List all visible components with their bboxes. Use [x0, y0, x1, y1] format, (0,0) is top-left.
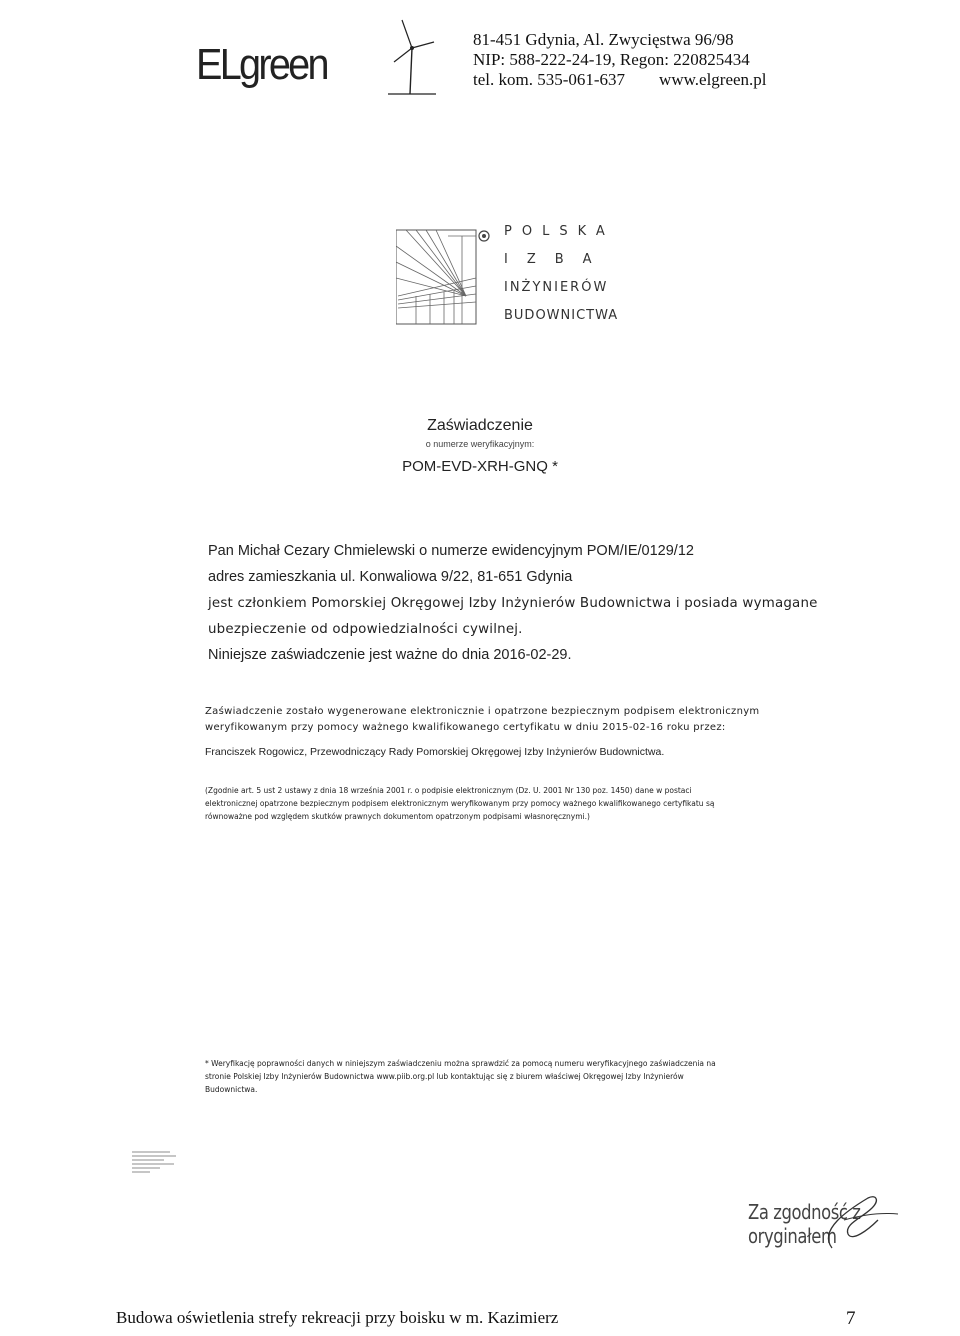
company-ids: NIP: 588-222-24-19, Regon: 220825434	[473, 50, 750, 69]
chamber-logo-line-1: POLSKA	[504, 224, 615, 239]
chamber-logo-line-3: INŻYNIERÓW	[504, 280, 609, 295]
signature-statement-line: Zaświadczenie zostało wygenerowane elektronicznie i opatrzone bezpiecznym podpisem elektronicznym	[205, 706, 760, 717]
chamber-logo-icon	[396, 226, 492, 326]
footnote-line: Budownictwa.	[205, 1085, 258, 1094]
company-contact-block	[473, 30, 767, 90]
legal-note-line: (Zgodnie art. 5 ust 2 ustawy z dnia 18 września 2001 r. o podpisie elektronicznym (Dz. U. 2001 Nr 130 poz. 1450) dane w postaci	[205, 786, 692, 795]
certificate-subtitle: o numerze weryfikacyjnym:	[425, 439, 535, 449]
signer-line: Franciszek Rogowicz, Przewodniczący Rady Pomorskiej Okręgowej Izby Inżynierów Budownictwa.	[205, 746, 665, 758]
certificate-title: Zaświadczenie	[427, 417, 533, 434]
page-number: 7	[846, 1308, 856, 1329]
company-phone-web	[473, 70, 767, 90]
small-stamp-icon	[130, 1148, 178, 1176]
certificate-body-line: Pan Michał Cezary Chmielewski o numerze ewidencyjnym POM/IE/0129/12	[208, 543, 694, 559]
chamber-logo-line-2: IZBA	[504, 252, 611, 267]
footnote-line: * Weryfikację poprawności danych w niniejszym zaświadczeniu można sprawdzić za pomocą numeru weryfikacyjnego zaświadczenia na	[205, 1059, 716, 1068]
certificate-body-line: ubezpieczenie od odpowiedzialności cywilnej.	[208, 622, 523, 637]
company-website: www.elgreen.pl	[659, 70, 767, 89]
verification-code: POM-EVD-XRH-GNQ *	[402, 458, 558, 475]
certificate-body-line: jest członkiem Pomorskiej Okręgowej Izby Inżynierów Budownictwa i posiada wymagane	[208, 596, 818, 611]
legal-note-line: elektronicznej opatrzone bezpiecznym podpisem elektronicznym weryfikowanym przy pomocy ważnego kwalifikowanego certyfikatu są	[205, 799, 715, 808]
signature-statement-line: weryfikowanym przy pomocy ważnego kwalifikowanego certyfikatu w dniu 2015-02-16 roku przez:	[205, 722, 726, 733]
certified-copy-annotation: Za zgodność z oryginałem	[748, 1200, 861, 1248]
signature-icon	[748, 1190, 928, 1250]
footnote-line: stronie Polskiej Izby Inżynierów Budownictwa www.piib.org.pl lub kontaktując się z biurem właściwej Okręgowej Izby Inżynierów	[205, 1072, 684, 1081]
certificate-body-line: adres zamieszkania ul. Konwaliowa 9/22, 81-651 Gdynia	[208, 569, 573, 585]
certificate-validity: Niniejsze zaświadczenie jest ważne do dnia 2016-02-29.	[208, 647, 572, 663]
wind-turbine-icon	[388, 18, 436, 96]
footer-title: Budowa oświetlenia strefy rekreacji przy boisku w m. Kazimierz	[116, 1308, 559, 1327]
chamber-logo-line-4: BUDOWNICTWA	[504, 308, 619, 323]
legal-note-line: równoważne pod względem skutków prawnych dokumentom opatrzonym podpisami własnoręcznymi.)	[205, 812, 590, 821]
company-address: 81-451 Gdynia, Al. Zwycięstwa 96/98	[473, 30, 734, 49]
company-phone: tel. kom. 535-061-637	[473, 70, 626, 89]
company-logo-text: ELgreen	[196, 40, 327, 89]
